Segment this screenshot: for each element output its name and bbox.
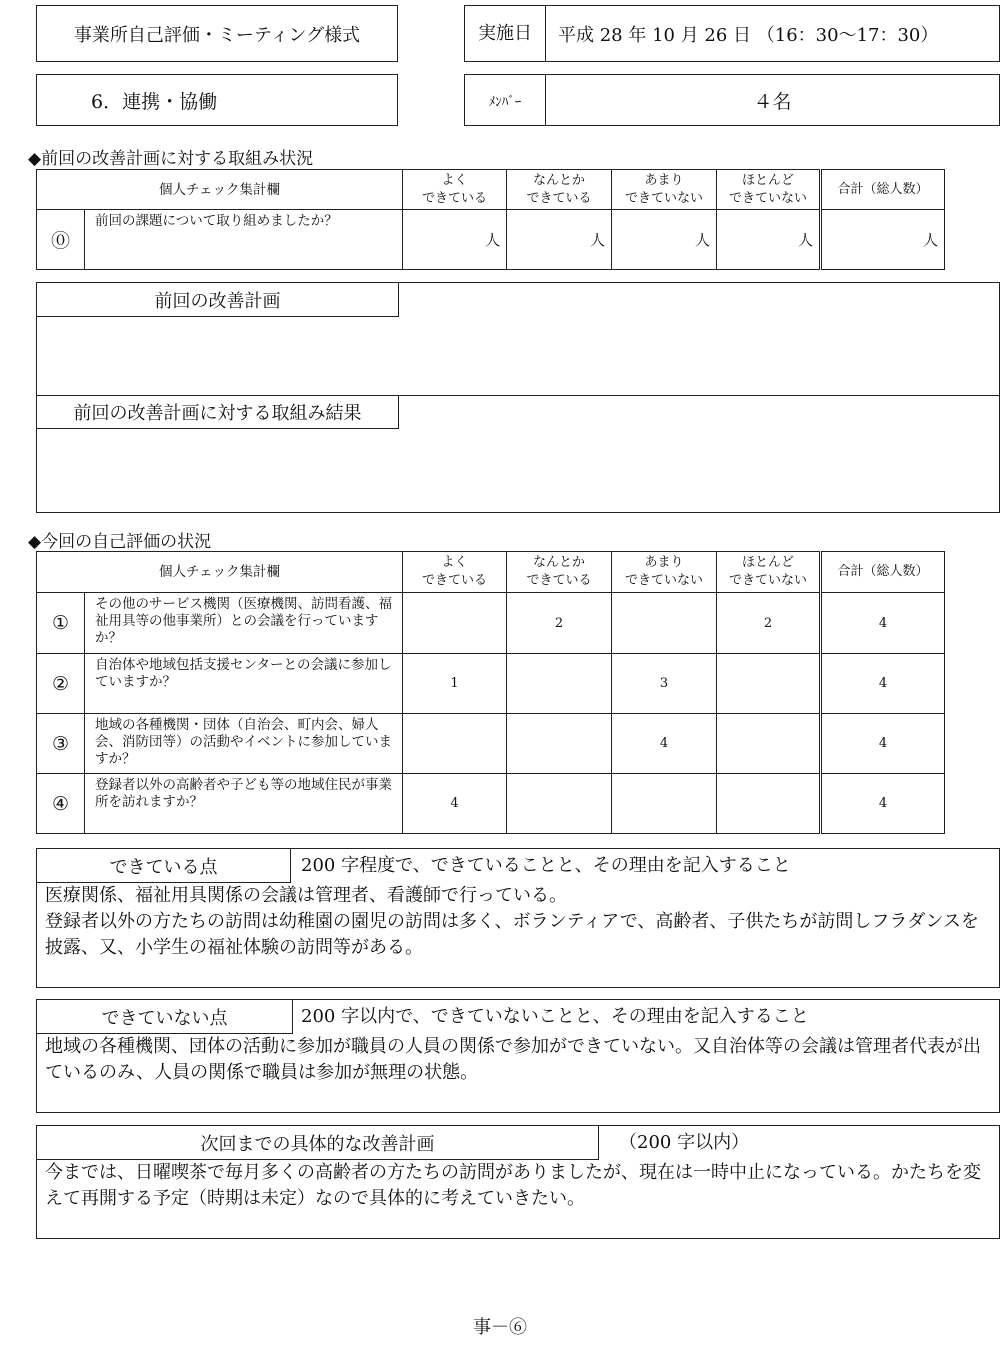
cell-well-done[interactable]: 4 — [403, 774, 507, 834]
column-well-done: よく できている — [403, 552, 507, 593]
column-summary: 個人チェック集計欄 — [37, 170, 403, 210]
cell-total[interactable]: 4 — [821, 654, 945, 714]
row-number: ④ — [37, 774, 85, 834]
previous-plan-text[interactable] — [45, 321, 991, 391]
good-points-instruction: 200 字程度で、できていることと、その理由を記入すること — [301, 855, 791, 876]
bad-points-instruction: 200 字以内で、できていないことと、その理由を記入すること — [301, 1006, 809, 1027]
table-row — [37, 774, 945, 834]
date-value[interactable]: 平成 28 年 10 月 26 日 （16：30〜17：30） — [558, 24, 939, 46]
table-row — [37, 210, 945, 270]
bad-points-text[interactable]: 地域の各種機関、団体の活動に参加が職員の人員の関係で参加ができていない。又自治体等の会議は管理者代表が出ているのみ、人員の関係で職員は参加が無理の状態。 — [45, 1036, 981, 1083]
column-somewhat-done: なんとか できている — [507, 552, 612, 593]
row-number: ① — [37, 593, 85, 654]
good-points-label: できている点 — [37, 849, 291, 883]
row-number: ② — [37, 654, 85, 714]
cell-well-done[interactable] — [403, 714, 507, 774]
cell-well-done[interactable] — [403, 593, 507, 654]
cell-total[interactable]: 人 — [821, 210, 945, 270]
date-label: 実施日 — [465, 6, 546, 61]
table-row — [37, 593, 945, 654]
form-title: 事業所自己評価・ミーティング様式 — [36, 5, 398, 62]
previous-status-heading: ◆前回の改善計画に対する取組み状況 — [28, 149, 314, 169]
row-question: 登録者以外の高齢者や子ども等の地域住民が事業所を訪れますか？ — [85, 774, 403, 834]
next-plan-text[interactable]: 今までは、日曜喫茶で毎月多くの高齢者の方たちの訪問がありましたが、現在は一時中止になっている。かたちを変えて再開する予定（時期は未定）なので具体的に考えていきたい。 — [45, 1162, 981, 1209]
column-somewhat-done: なんとか できている — [507, 170, 612, 210]
table-row — [37, 654, 945, 714]
cell-not-much-done[interactable]: 4 — [612, 714, 717, 774]
page-number: 事－⑥ — [473, 1317, 527, 1338]
cell-not-much-done[interactable] — [612, 774, 717, 834]
cell-total[interactable]: 4 — [821, 593, 945, 654]
previous-plan-box — [36, 282, 1000, 513]
previous-status-table — [36, 169, 945, 270]
column-not-much-done: あまり できていない — [612, 552, 717, 593]
cell-somewhat-done[interactable]: 2 — [507, 593, 612, 654]
column-hardly-done: ほとんど できていない — [717, 552, 821, 593]
cell-somewhat-done[interactable] — [507, 774, 612, 834]
date-box — [464, 5, 1000, 62]
cell-somewhat-done[interactable] — [507, 654, 612, 714]
bad-points-label: できていない点 — [37, 1000, 293, 1034]
row-question: その他のサービス機関（医療機関、訪問看護、福祉用具等の他事業所）との会議を行っていますか？ — [85, 593, 403, 654]
cell-hardly-done[interactable] — [717, 714, 821, 774]
column-hardly-done: ほとんど できていない — [717, 170, 821, 210]
cell-total[interactable]: 4 — [821, 774, 945, 834]
cell-not-much-done[interactable]: 3 — [612, 654, 717, 714]
row-question: 自治体や地域包括支援センターとの会議に参加していますか？ — [85, 654, 403, 714]
cell-hardly-done[interactable] — [717, 654, 821, 714]
cell-total[interactable]: 4 — [821, 714, 945, 774]
row-question: 前回の課題について取り組めましたか？ — [85, 210, 403, 270]
cell-hardly-done[interactable]: 人 — [717, 210, 821, 270]
table-row — [37, 714, 945, 774]
column-well-done: よく できている — [403, 170, 507, 210]
cell-well-done[interactable]: 1 — [403, 654, 507, 714]
cell-not-much-done[interactable]: 人 — [612, 210, 717, 270]
row-question: 地域の各種機関・団体（自治会、町内会、婦人会、消防団等）の活動やイベントに参加していますか？ — [85, 714, 403, 774]
next-plan-box — [36, 1125, 1000, 1239]
cell-hardly-done[interactable]: 2 — [717, 593, 821, 654]
next-plan-label: 次回までの具体的な改善計画 — [37, 1126, 599, 1160]
cell-well-done[interactable]: 人 — [403, 210, 507, 270]
member-count[interactable]: ４名 — [753, 90, 792, 113]
cell-not-much-done[interactable] — [612, 593, 717, 654]
cell-hardly-done[interactable] — [717, 774, 821, 834]
column-total: 合計（総人数） — [821, 552, 945, 593]
member-label: ﾒﾝﾊﾞｰ — [465, 75, 546, 125]
bad-points-box — [36, 999, 1000, 1113]
good-points-text[interactable]: 医療関係、福祉用具関係の会議は管理者、看護師で行っている。 登録者以外の方たちの訪問は幼稚園の園児の訪問は多く、ボランティアで、高齢者、子供たちが訪問しフラダンスを披露、又、小学生の福祉体験の訪問等がある。 — [45, 885, 979, 958]
next-plan-instruction: （200 字以内） — [619, 1132, 750, 1153]
row-number: ⓪ — [37, 210, 85, 270]
item-title: 6．連携・協働 — [36, 74, 398, 126]
current-status-heading: ◆今回の自己評価の状況 — [28, 532, 212, 552]
cell-somewhat-done[interactable] — [507, 714, 612, 774]
current-status-table — [36, 551, 945, 834]
good-points-box — [36, 848, 1000, 988]
previous-plan-label: 前回の改善計画 — [37, 283, 399, 317]
previous-result-text[interactable] — [45, 433, 991, 503]
previous-result-label: 前回の改善計画に対する取組み結果 — [37, 395, 399, 429]
column-total: 合計（総人数） — [821, 170, 945, 210]
column-summary: 個人チェック集計欄 — [37, 552, 403, 593]
column-not-much-done: あまり できていない — [612, 170, 717, 210]
member-box — [464, 74, 1000, 126]
row-number: ③ — [37, 714, 85, 774]
cell-somewhat-done[interactable]: 人 — [507, 210, 612, 270]
